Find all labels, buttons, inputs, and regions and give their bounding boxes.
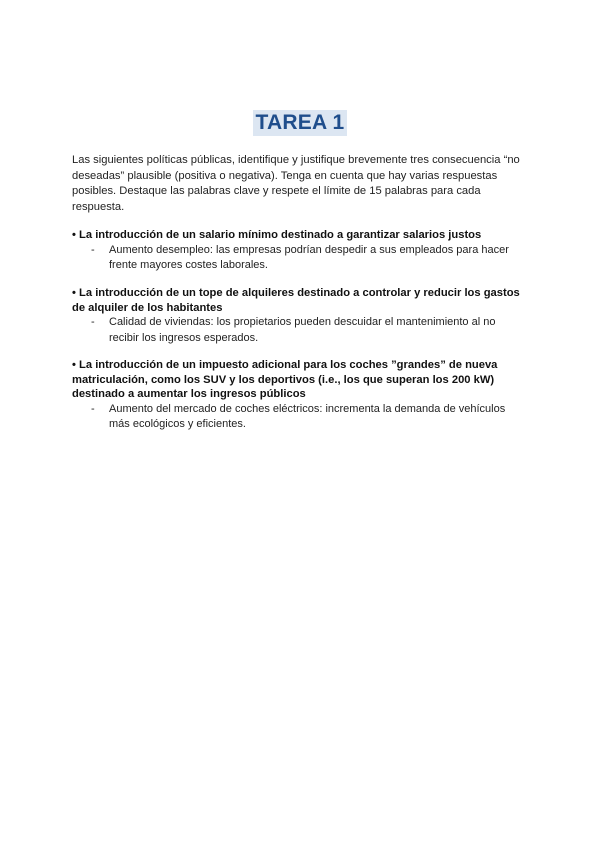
intro-paragraph: Las siguientes políticas públicas, identifique y justifique brevemente tres consecuencia “no deseadas” plausible (positiva o negativa). Tenga en cuenta que hay varias respuestas posibles. Destaque las palabras clave y respete el límite de 15 palabras para cada respuesta. bbox=[72, 154, 520, 213]
policy-heading: • La introducción de un impuesto adicional para los coches ”grandes” de nueva matriculación, como los SUV y los deportivos (i.e., los que superan los 200 kW) destinado a aumentar los ingresos públicos bbox=[72, 359, 498, 400]
policy-section-impuesto-coches bbox=[72, 358, 532, 433]
answer-text: Aumento desempleo: las empresas podrían despedir a sus empleados para hacer frente mayores costes laborales. bbox=[109, 243, 509, 271]
answer-item bbox=[91, 243, 509, 274]
answer-item bbox=[91, 315, 509, 346]
policy-heading: • La introducción de un salario mínimo destinado a garantizar salarios justos bbox=[72, 229, 482, 241]
dash-bullet: - bbox=[91, 243, 95, 256]
policy-heading: • La introducción de un tope de alquileres destinado a controlar y reducir los gastos de alquiler de los habitantes bbox=[72, 287, 520, 314]
answer-text: Aumento del mercado de coches eléctricos: incrementa la demanda de vehículos más ecológicos y eficientes. bbox=[109, 402, 506, 430]
answer-item bbox=[91, 402, 509, 433]
policy-section-tope-alquileres bbox=[72, 286, 532, 346]
policy-section-salario-minimo bbox=[72, 228, 532, 274]
dash-bullet: - bbox=[91, 402, 95, 415]
answer-text: Calidad de viviendas: los propietarios pueden descuidar el mantenimiento al no recibir los ingresos esperados. bbox=[109, 316, 496, 344]
title-container bbox=[0, 110, 600, 136]
page-title: TAREA 1 bbox=[253, 110, 348, 136]
dash-bullet: - bbox=[91, 316, 95, 328]
